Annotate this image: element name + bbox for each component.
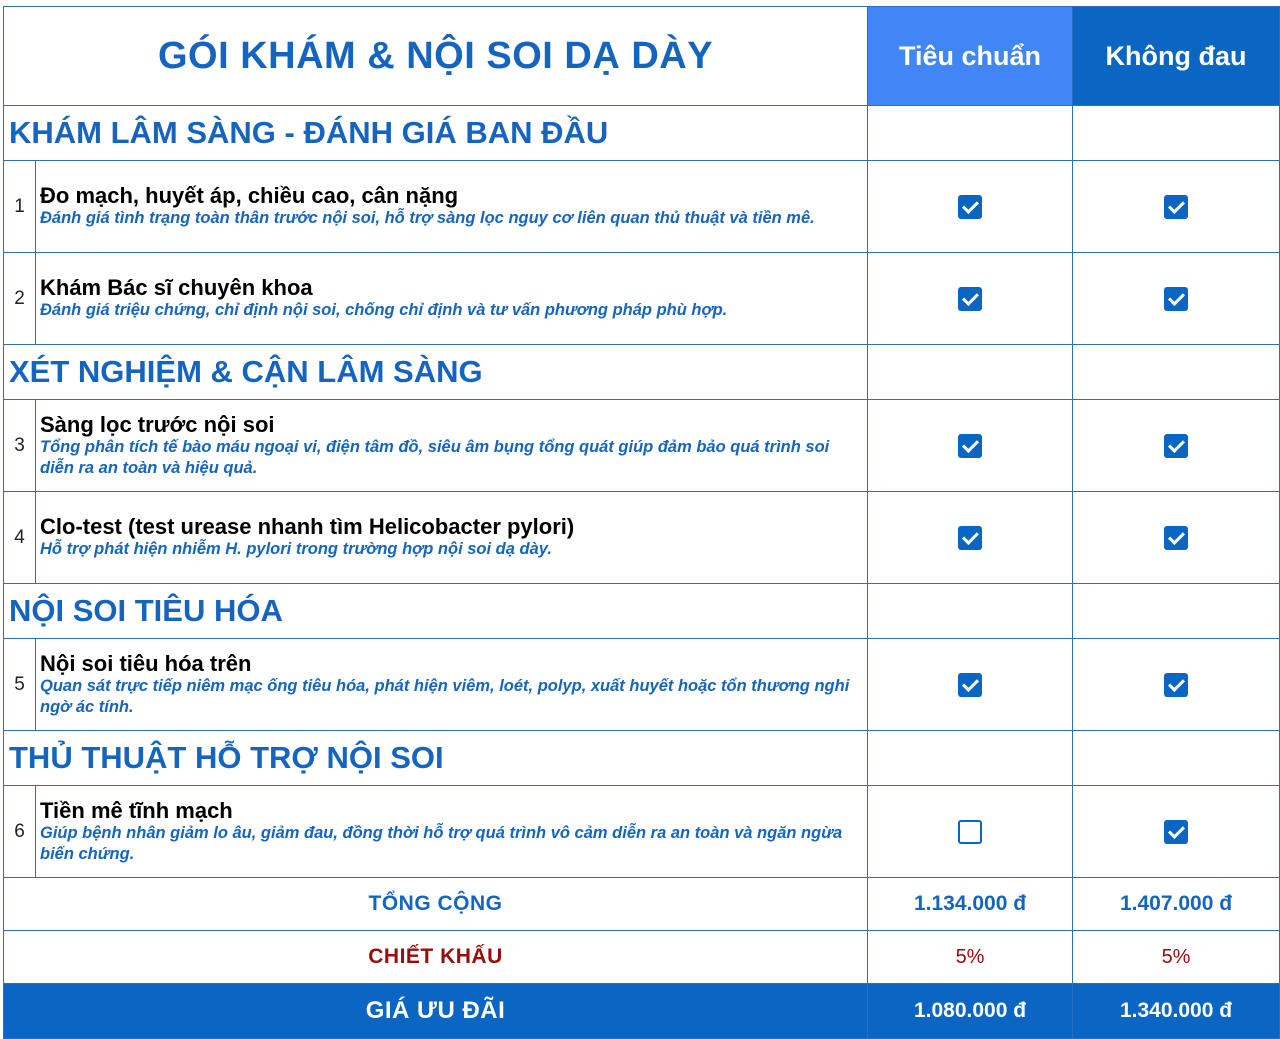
discount-painless-value: 5% xyxy=(1073,931,1280,984)
section-standard-cell xyxy=(868,345,1073,400)
discount-row xyxy=(4,931,1280,984)
column-header-standard: Tiêu chuẩn xyxy=(868,7,1073,106)
section-row xyxy=(4,584,1280,639)
table-row xyxy=(4,161,1280,253)
item-description xyxy=(36,253,868,345)
item-note: Giúp bệnh nhân giảm lo âu, giảm đau, đồng thời hỗ trợ quá trình vô cảm diễn ra an toàn và ngăn ngừa biến chứng. xyxy=(40,823,843,863)
table-row xyxy=(4,253,1280,345)
item-title: Nội soi tiêu hóa trên xyxy=(40,650,252,676)
item-number: 3 xyxy=(4,400,36,492)
final-painless-value: 1.340.000 đ xyxy=(1073,984,1280,1039)
item-description xyxy=(36,400,868,492)
section-standard-cell xyxy=(868,584,1073,639)
standard-inclusion-cell xyxy=(868,492,1073,584)
item-note: Hỗ trợ phát hiện nhiễm H. pylori trong trường hợp nội soi dạ dày. xyxy=(40,540,552,558)
item-number: 4 xyxy=(4,492,36,584)
painless-inclusion-cell xyxy=(1073,492,1280,584)
item-note: Đánh giá tình trạng toàn thân trước nội soi, hỗ trợ sàng lọc nguy cơ liên quan thủ thuật và tiền mê. xyxy=(40,209,815,227)
painless-checkbox[interactable] xyxy=(1164,526,1188,550)
section-standard-cell xyxy=(868,106,1073,161)
item-title: Clo-test (test urease nhanh tìm Helicobacter pylori) xyxy=(40,514,575,539)
package-comparison-table xyxy=(3,6,1280,1039)
item-number: 2 xyxy=(4,253,36,345)
discount-standard-value: 5% xyxy=(868,931,1073,984)
item-note: Đánh giá triệu chứng, chỉ định nội soi, chống chỉ định và tư vấn phương pháp phù hợp. xyxy=(40,301,728,319)
item-number: 5 xyxy=(4,639,36,731)
item-title: Khám Bác sĩ chuyên khoa xyxy=(40,275,313,300)
section-row xyxy=(4,731,1280,786)
painless-inclusion-cell xyxy=(1073,786,1280,878)
section-row xyxy=(4,345,1280,400)
painless-checkbox[interactable] xyxy=(1164,287,1188,311)
standard-checkbox[interactable] xyxy=(958,287,982,311)
total-row xyxy=(4,878,1280,931)
section-painless-cell xyxy=(1073,345,1280,400)
painless-inclusion-cell xyxy=(1073,400,1280,492)
table-row xyxy=(4,400,1280,492)
section-title: THỦ THUẬT HỖ TRỢ NỘI SOI xyxy=(4,731,868,786)
painless-checkbox[interactable] xyxy=(1164,820,1188,844)
package-title: GÓI KHÁM & NỘI SOI DẠ DÀY xyxy=(4,7,868,106)
section-row xyxy=(4,106,1280,161)
total-painless-value: 1.407.000 đ xyxy=(1073,878,1280,931)
standard-inclusion-cell xyxy=(868,400,1073,492)
painless-inclusion-cell xyxy=(1073,639,1280,731)
final-standard-value: 1.080.000 đ xyxy=(868,984,1073,1039)
table-row xyxy=(4,639,1280,731)
final-price-row xyxy=(4,984,1280,1039)
table-row xyxy=(4,492,1280,584)
final-label: GIÁ ƯU ĐÃI xyxy=(4,984,868,1039)
item-description xyxy=(36,639,868,731)
painless-checkbox[interactable] xyxy=(1164,434,1188,458)
section-title: KHÁM LÂM SÀNG - ĐÁNH GIÁ BAN ĐẦU xyxy=(4,106,868,161)
header-row xyxy=(4,7,1280,106)
standard-inclusion-cell xyxy=(868,639,1073,731)
standard-inclusion-cell xyxy=(868,786,1073,878)
item-title: Tiền mê tĩnh mạch xyxy=(40,797,233,823)
item-title: Đo mạch, huyết áp, chiều cao, cân nặng xyxy=(40,183,459,208)
standard-checkbox[interactable] xyxy=(958,673,982,697)
standard-checkbox[interactable] xyxy=(958,195,982,219)
painless-inclusion-cell xyxy=(1073,253,1280,345)
item-note: Tổng phân tích tế bào máu ngoại vi, điện tâm đồ, siêu âm bụng tổng quát giúp đảm bảo quá trình soi diễn ra an toàn và hiệu quả. xyxy=(40,437,830,477)
section-title: XÉT NGHIỆM & CẬN LÂM SÀNG xyxy=(4,345,868,400)
total-standard-value: 1.134.000 đ xyxy=(868,878,1073,931)
total-label: TỔNG CỘNG xyxy=(4,878,868,931)
item-description xyxy=(36,786,868,878)
standard-checkbox[interactable] xyxy=(958,820,982,844)
item-note: Quan sát trực tiếp niêm mạc ống tiêu hóa, phát hiện viêm, loét, polyp, xuất huyết hoặc tổn thương nghi ngờ ác tính. xyxy=(40,676,850,716)
section-painless-cell xyxy=(1073,731,1280,786)
discount-label: CHIẾT KHẤU xyxy=(4,931,868,984)
item-description xyxy=(36,161,868,253)
item-number: 1 xyxy=(4,161,36,253)
section-standard-cell xyxy=(868,731,1073,786)
column-header-painless: Không đau xyxy=(1073,7,1280,106)
standard-checkbox[interactable] xyxy=(958,434,982,458)
section-title: NỘI SOI TIÊU HÓA xyxy=(4,584,868,639)
painless-inclusion-cell xyxy=(1073,161,1280,253)
painless-checkbox[interactable] xyxy=(1164,673,1188,697)
standard-inclusion-cell xyxy=(868,253,1073,345)
item-description xyxy=(36,492,868,584)
standard-inclusion-cell xyxy=(868,161,1073,253)
item-title: Sàng lọc trước nội soi xyxy=(40,411,275,437)
section-painless-cell xyxy=(1073,106,1280,161)
painless-checkbox[interactable] xyxy=(1164,195,1188,219)
item-number: 6 xyxy=(4,786,36,878)
table-row xyxy=(4,786,1280,878)
standard-checkbox[interactable] xyxy=(958,526,982,550)
section-painless-cell xyxy=(1073,584,1280,639)
